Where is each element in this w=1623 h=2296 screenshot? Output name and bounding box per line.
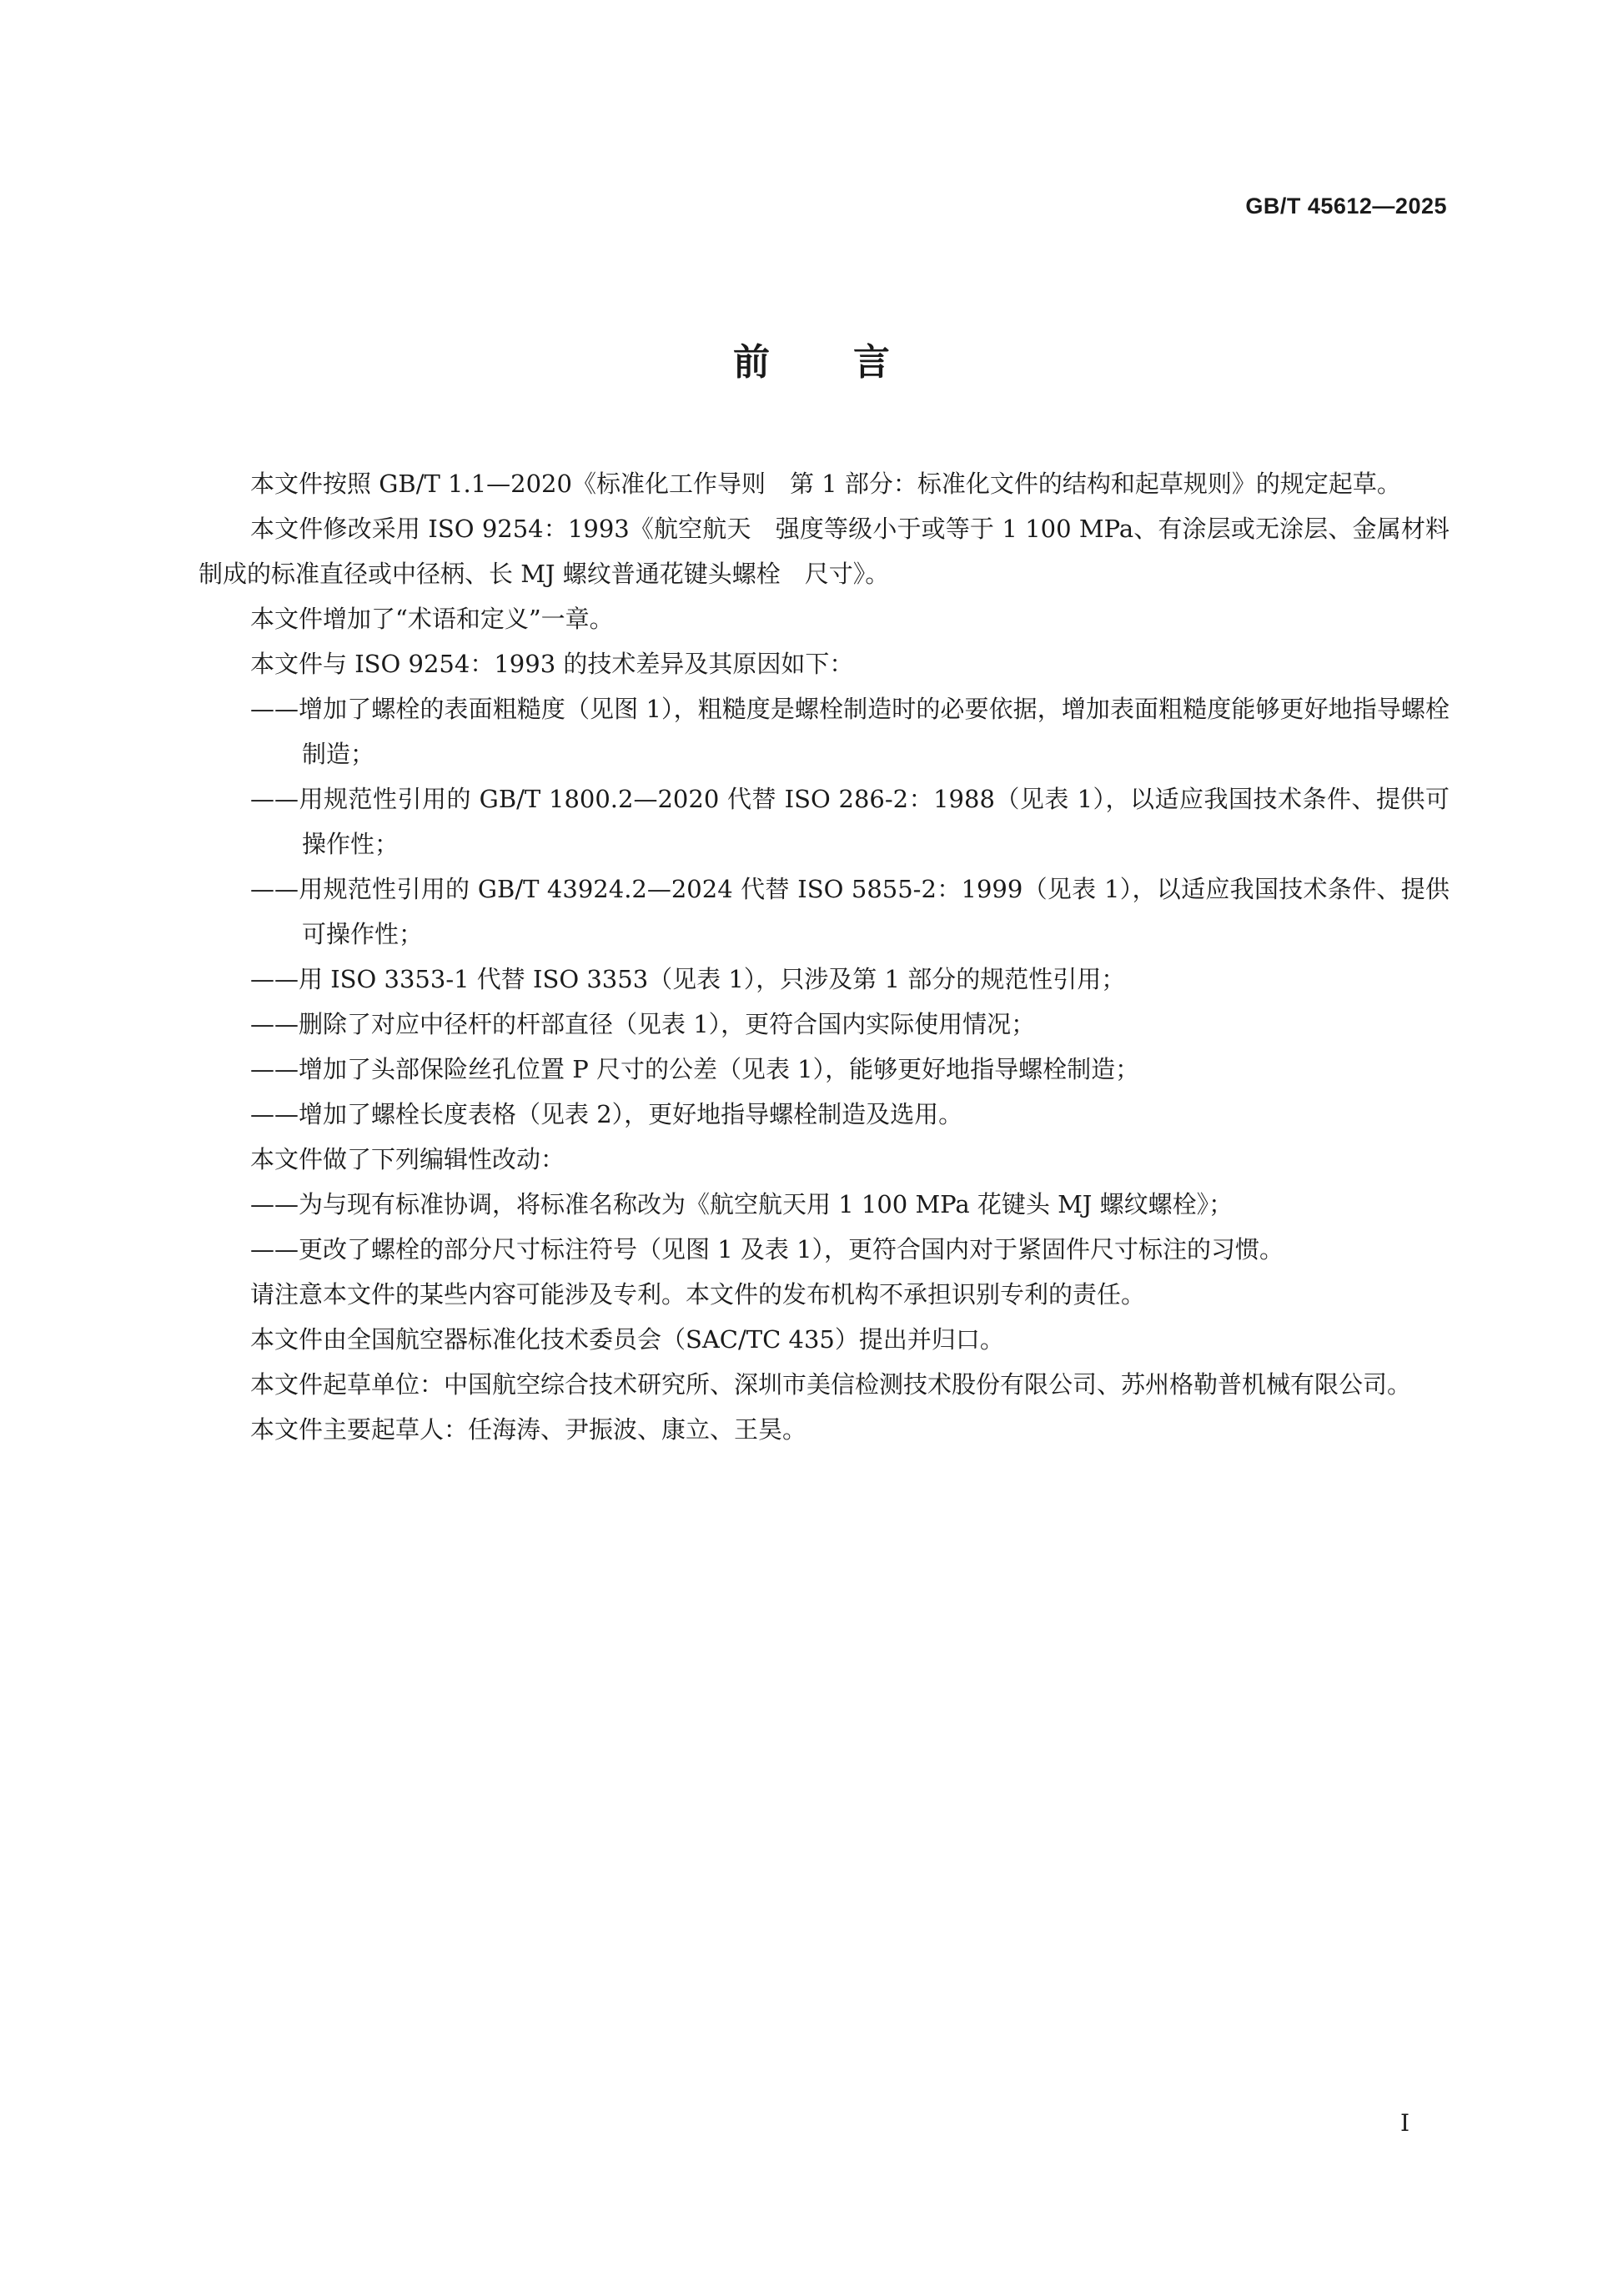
paragraph-added-chapter: 本文件增加了“术语和定义”一章。 [250,605,614,633]
page-number: I [1399,2109,1409,2137]
list-item-gbt-1800: ——用规范性引用的 GB/T 1800.2—2020 代替 ISO 286-2：1988（见表 1），以适应我国技术条件、提供可操作性； [250,785,1450,858]
paragraph-drafters: 本文件主要起草人：任海涛、尹振波、康立、王昊。 [250,1415,807,1444]
paragraph-adoption: 本文件修改采用 ISO 9254：1993《航空航天 强度等级小于或等于 1 100 MPa、有涂层或无涂层、金属材料制成的标准直径或中径柄、长 MJ 螺纹普通花键头螺栓 尺寸》。 [198,515,1450,588]
paragraph-drafting-rules: 本文件按照 GB/T 1.1—2020《标准化工作导则 第 1 部分：标准化文件的结构和起草规则》的规定起草。 [250,470,1401,498]
paragraph-editorial-changes: 本文件做了下列编辑性改动： [250,1145,565,1173]
list-item-symbol-change: ——更改了螺栓的部分尺寸标注符号（见图 1 及表 1），更符合国内对于紧固件尺寸标注的习惯。 [250,1235,1284,1264]
list-item-gbt-43924: ——用规范性引用的 GB/T 43924.2—2024 代替 ISO 5855-2：1999（见表 1），以适应我国技术条件、提供可操作性； [250,875,1450,948]
paragraph-drafting-units: 本文件起草单位：中国航空综合技术研究所、深圳市美信检测技术股份有限公司、苏州格勒普机械有限公司。 [250,1370,1412,1399]
paragraph-patent-notice: 请注意本文件的某些内容可能涉及专利。本文件的发布机构不承担识别专利的责任。 [250,1280,1146,1309]
page-title: 前言 [733,341,973,384]
paragraph-committee: 本文件由全国航空器标准化技术委员会（SAC/TC 435）提出并归口。 [250,1325,1004,1354]
list-item-p-tolerance: ——增加了头部保险丝孔位置 P 尺寸的公差（见表 1），能够更好地指导螺栓制造； [250,1055,1140,1083]
paragraph-technical-differences: 本文件与 ISO 9254：1993 的技术差异及其原因如下： [250,650,854,678]
list-item-shank-diameter: ——删除了对应中径杆的杆部直径（见表 1），更符合国内实际使用情况； [250,1010,1036,1038]
standard-number-header: GB/T 45612—2025 [1245,193,1447,219]
list-item-iso-3353: ——用 ISO 3353-1 代替 ISO 3353（见表 1），只涉及第 1 部分的规范性引用； [250,965,1126,993]
list-item-length-table: ——增加了螺栓长度表格（见表 2），更好地指导螺栓制造及选用。 [250,1100,963,1128]
list-item-title-change: ——为与现有标准协调，将标准名称改为《航空航天用 1 100 MPa 花键头 MJ 螺纹螺栓》； [250,1190,1234,1218]
foreword-content [198,461,1450,1452]
list-item-surface-roughness: ——增加了螺栓的表面粗糙度（见图 1），粗糙度是螺栓制造时的必要依据，增加表面粗糙度能够更好地指导螺栓制造； [250,695,1450,768]
